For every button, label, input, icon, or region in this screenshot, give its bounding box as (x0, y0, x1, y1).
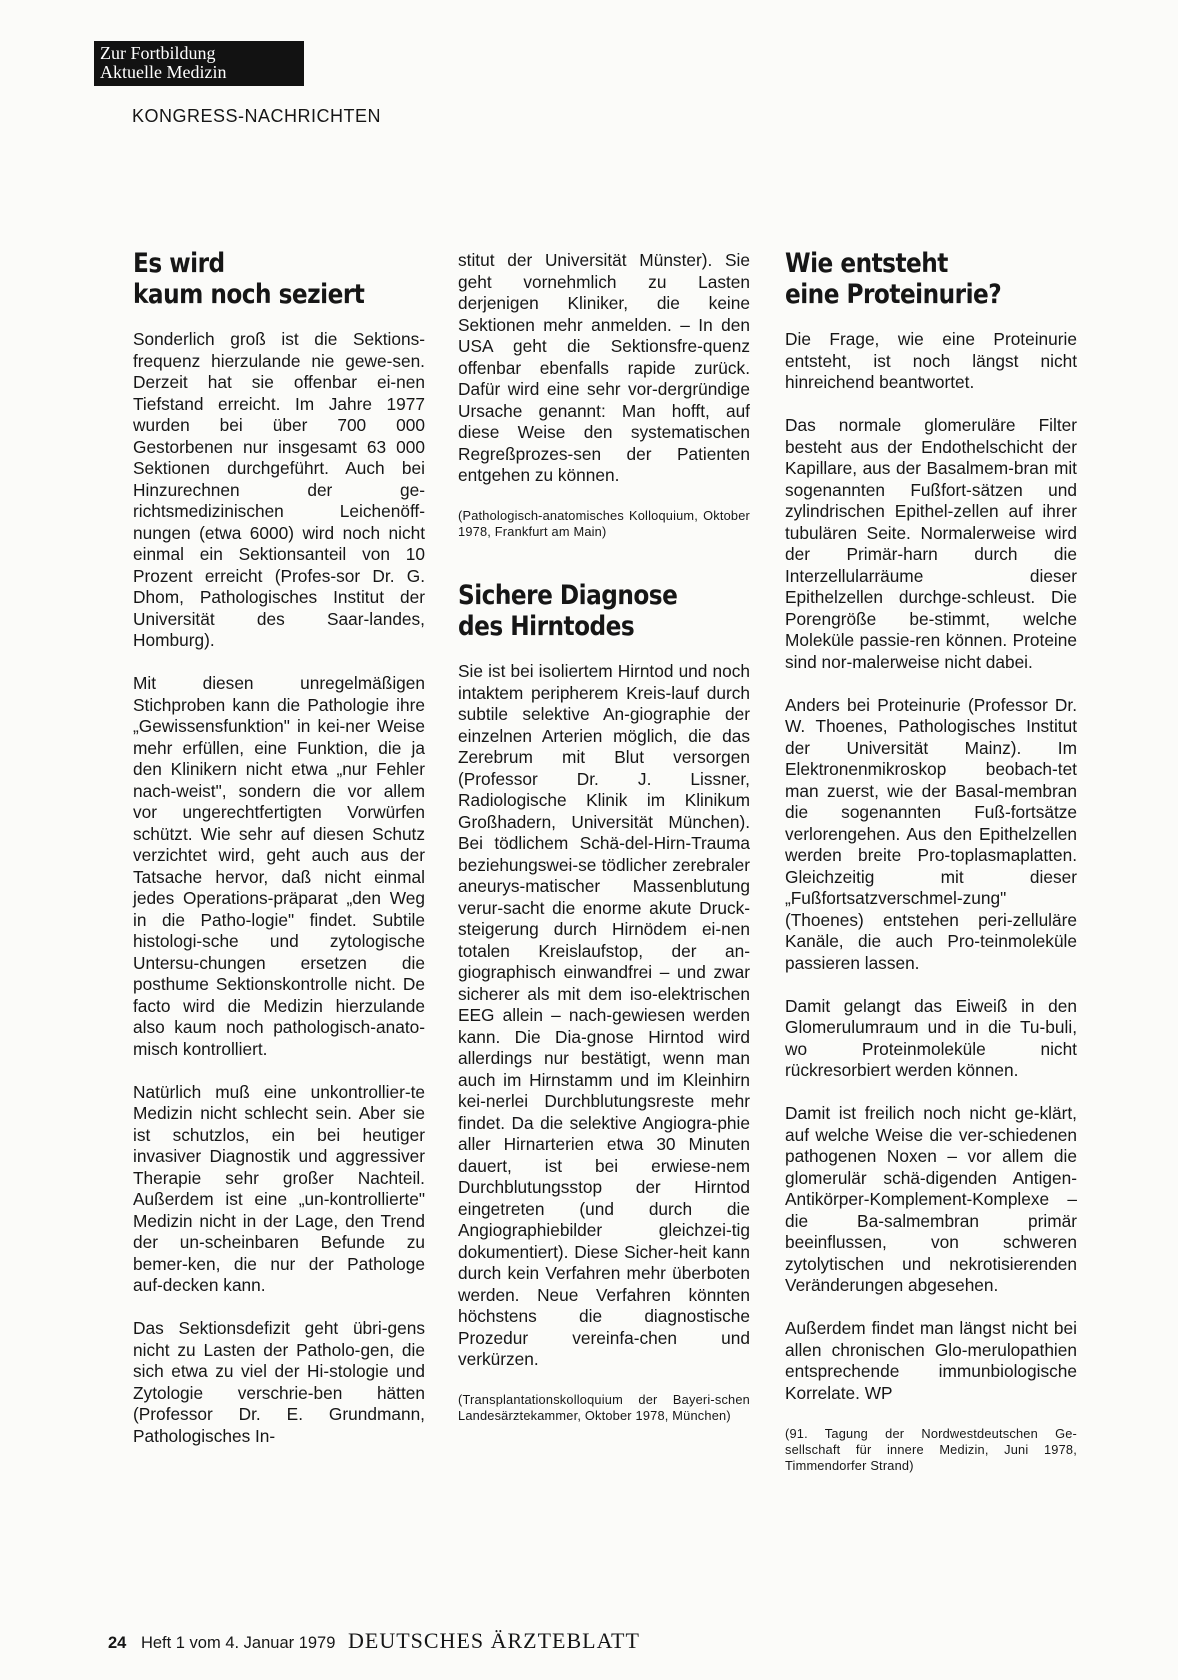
page-footer (108, 1628, 640, 1654)
article3-paragraph: Damit ist freilich noch nicht ge-klärt, auf welche Weise die ver-schiedenen pathogenen Noxen – vor allem die glomerulär schä-digenden Antigen-Antikörper-Komplement-Komplexe – die Ba-salmembran primär beeinflussen, von schweren zytolytischen und nekrotisierenden Veränderungen abgesehen. (785, 1103, 1077, 1295)
issue-info: Heft 1 vom 4. Januar 1979 (140, 1634, 336, 1652)
article1-headline-text: Es wird kaum noch seziert (133, 248, 365, 310)
section-label-line2: Aktuelle Medizin (100, 62, 227, 82)
article3-headline (785, 248, 1077, 310)
article2-headline-text: Sichere Diagnose des Hirntodes (458, 580, 678, 642)
article3-paragraph: Außerdem findet man längst nicht bei allen chronischen Glo-merulopathien entsprechende immunbiologische Korrelate. WP (785, 1318, 1077, 1403)
column-3 (785, 248, 1077, 1496)
article3-paragraph: Das normale glomeruläre Filter besteht aus der Endothelschicht der Kapillare, aus der Basalmem-bran mit sogenannten Fußfort-sätzen und zylindrischen Epithel-zellen auf ihrer tubulären Seite. Normalerweise wird der Primär-harn durch die Interzellularräume dieser Epithelzellen durchge-schleust. Die Porengröße be-stimmt, welche Moleküle passie-ren können. Proteine sind nor-malerweise nicht dabei. (785, 415, 1077, 672)
article3-headline-text: Wie entsteht eine Proteinurie? (785, 248, 1002, 310)
article2-headline (458, 580, 750, 642)
article3-paragraph: Die Frage, wie eine Proteinurie entsteht, ist noch längst nicht hinreichend beantwortet. (785, 329, 1077, 392)
page-number: 24 (108, 1634, 127, 1652)
column-1 (133, 248, 425, 1469)
journal-name: DEUTSCHES ÄRZTEBLATT (348, 1628, 640, 1653)
article3-paragraph: Anders bei Proteinurie (Professor Dr. W. Thoenes, Pathologisches Institut der Universität Mainz). Im Elektronenmikroskop beobach-tet man zuerst, wie der Basal-membran die sogenannten Fuß-fortsätze verlorengehen. Aus den Epithelzellen werden breite Pro-toplasmaplatten. Gleichzeitig mit dieser „Fußfortsatzverschmel-zung" (Thoenes) entstehen peri-zelluläre Kanäle, die auch Pro-teinmoleküle passieren lassen. (785, 694, 1077, 973)
article1-paragraph: Mit diesen unregelmäßigen Stichproben kann die Pathologie ihre „Gewissensfunktion" in kei-ner Weise mehr erfüllen, eine Funktion, die ja den Klinikern nicht etwa „nur Fehler nach-weist", sondern die vor allem vor ungerechtfertigten Vorwürfen schützt. Wie sehr auf diesen Schutz verzichtet wird, geht auch aus der Tatsache hervor, daß nicht einmal jedes Operations-präparat „den Weg in die Patho-logie" findet. Subtile histologi-sche und zytologische Untersu-chungen ersetzen die posthume Sektionskontrolle nicht. De facto wird die Medizin hierzulande also kaum noch pathologisch-anato-misch kontrolliert. (133, 673, 425, 1059)
section-label (94, 41, 304, 86)
article2-paragraph: Sie ist bei isoliertem Hirntod und noch intaktem peripherem Kreis-lauf durch subtile selektive An-giographie der einzelnen Arterien möglich, die das Zerebrum mit Blut versorgen (Professor Dr. J. Lissner, Radiologische Klinik im Klinikum Großhadern, Universität München). Bei tödlichem Schä-del-Hirn-Trauma beziehungswei-se tödlicher zerebraler aneurys-matischer Massenblutung verur-sacht die enorme akute Druck-steigerung durch Hirnödem ei-nen totalen Kreislaufstop, der an-giographisch einwandfrei – und zwar sicherer als mit dem iso-elektrischen EEG allein – nach-gewiesen werden kann. Die Dia-gnose Hirntod wird allerdings nur bestätigt, wenn man auch im Hirnstamm und im Kleinhirn kei-nerlei Durchblutungsreste mehr findet. Da die selektive Angiogra-phie aller Hirnarterien etwa 30 Minuten dauert, ist bei erwiese-nem Durchblutungsstop der Hirntod eingetreten (und durch die Angiographiebilder gleichzei-tig dokumentiert). Diese Sicher-heit kann durch kein Verfahren mehr überboten werden. Neue Verfahren könnten höchstens die diagnostische Prozedur vereinfa-chen und verkürzen. (458, 661, 750, 1369)
article1-paragraph: Das Sektionsdefizit geht übri-gens nicht zu Lasten der Patholo-gen, die sich etwa zu viel der Hi-stologie und Zytologie verschrie-ben hätten (Professor Dr. E. Grundmann, Pathologisches In- (133, 1318, 425, 1446)
article1-paragraph: Sonderlich groß ist die Sektions-frequenz hierzulande nie gewe-sen. Derzeit hat sie offenbar ei-nen Tiefstand erreicht. Im Jahre 1977 wurden bei über 700 000 Gestorbenen nur insgesamt 63 000 Sektionen durchgeführt. Auch bei Hinzurechnen der ge-richtsmedizinischen Leichenöff-nungen (etwa 6000) wird noch nicht einmal ein Sektionsanteil von 10 Prozent erreicht (Profes-sor Dr. G. Dhom, Pathologisches Institut der Universität des Saar-landes, Homburg). (133, 329, 425, 650)
kicker-heading: KONGRESS-NACHRICHTEN (132, 106, 382, 126)
article1-headline (133, 248, 425, 310)
article3-paragraph: Damit gelangt das Eiweiß in den Glomerulumraum und in die Tu-buli, wo Proteinmoleküle nicht rückresorbiert werden können. (785, 995, 1077, 1080)
section-label-line1: Zur Fortbildung (100, 43, 216, 63)
article1-paragraph: Natürlich muß eine unkontrollier-te Medizin nicht schlecht sein. Aber sie ist schutzlos, ein bei heutiger invasiver Diagnostik und aggressiver Therapie sehr großer Nachteil. Außerdem ist eine „un-kontrollierte" Medizin nicht in der Lage, den Trend der un-scheinbaren Befunde zu bemer-ken, die nur der Pathologe auf-decken kann. (133, 1081, 425, 1295)
article1-paragraph-continued: stitut der Universität Münster). Sie geht vornehmlich zu Lasten derjenigen Kliniker, die keine Sektionen mehr anmelden. – In den USA geht die Sektionsfre-quenz offenbar ebenfalls rapide zurück. Dafür wird eine sehr vor-dergründige Ursache genannt: Man hofft, auf diese Weise den systematischen Regreßprozes-sen der Patienten entgehen zu können. (458, 250, 750, 485)
article2-source: (Transplantationskolloquium der Bayeri-schen Landesärztekammer, Oktober 1978, München) (458, 1392, 750, 1423)
article3-source: (91. Tagung der Nordwestdeutschen Ge-sellschaft für innere Medizin, Juni 1978, Timmendorfer Strand) (785, 1425, 1077, 1473)
article1-source: (Pathologisch-anatomisches Kolloquium, Oktober 1978, Frankfurt am Main) (458, 508, 750, 539)
column-2 (458, 250, 750, 1446)
